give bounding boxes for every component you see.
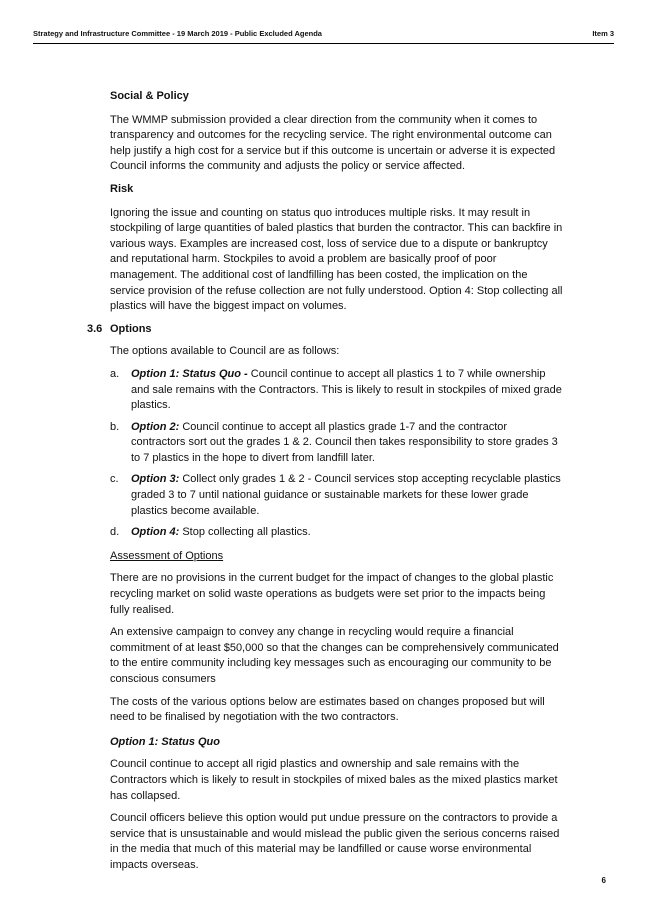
options-list [110,367,564,541]
option-text: Council continue to accept all plastics 1 to 7 while ownership and sale remains with the Contractors. This is likely to result in stockpiles of mixed grade plastics. [131,367,562,412]
header-title: Strategy and Infrastructure Committee - 19 March 2019 - Public Excluded Agenda [33,29,322,38]
options-intro: The options available to Council are as follows: [110,345,340,358]
option-item [110,420,564,467]
option-letter: c. [110,473,119,486]
option-letter: d. [110,526,120,539]
option-letter: b. [110,420,120,433]
social-policy-heading: Social & Policy [110,90,189,102]
option-text: Collect only grades 1 & 2 - Council services stop accepting recyclable plastics graded 3 to 7 until national guidance or sustainable markets for these lower grade plastics become available. [131,473,561,517]
social-policy-paragraph: The WMMP submission provided a clear direction from the community when it comes to transparency and outcomes for the recycling service. The right environmental outcome can help justify a high cost for a service but if this outcome is uncertain or adverse it is expected Council informs the community and adjusts the policy or service affected. [110,113,556,173]
assessment-heading: Assessment of Options [110,549,224,562]
assessment-paragraph: The costs of the various options below are estimates based on changes proposed but will need to be finalised by negotiation with the two contractors. [110,695,545,724]
option-name: Option 4: [131,526,180,539]
option1-heading: Option 1: Status Quo [110,735,220,748]
section-title: Options [110,322,152,335]
document-body [87,89,564,881]
risk-paragraph: Ignoring the issue and counting on status quo introduces multiple risks. It may result in stockpiling of large quantities of baled plastics that burden the contractor. This can backfire in various ways. Examples are increased cost, loss of service due to a dispute or bankruptcy and reputational harm. Stockpiles to avoid a problem are basically proof of poor management. The additional cost of landfilling has been costed, the implication on the service provision of the refuse collection are not fully understood. Option 4: Stop collecting all plastics will have the biggest impact on volumes. [110,206,563,313]
option-item [110,367,564,414]
option1-paragraph: Council continue to accept all rigid plastics and ownership and sale remains with the Contractors which is likely to result in stockpiles of mixed bales as the mixed plastics market has collapsed. [110,758,558,802]
option-item [110,525,564,541]
assessment-paragraph: There are no provisions in the current budget for the impact of changes to the global plastic recycling market on solid waste operations as budgets were set prior to the impacts being fully realised. [110,572,554,616]
option-text: Council continue to accept all plastics grade 1-7 and the contractor contractors sort out the grades 1 & 2. Council then takes responsibility to store grades 3 to 7 plastics in the hope to divert from landfill later. [131,420,558,464]
option-name: Option 2: [131,420,180,433]
page-header [33,29,614,44]
header-item-label: Item 3 [592,29,614,38]
assessment-paragraph: An extensive campaign to convey any change in recycling would require a financial commitment of at least $50,000 so that the changes can be comprehensively communicated to the entire community including key messages such as encouraging our community to be conscious consumers [110,626,559,685]
option-name: Option 3: [131,473,180,486]
option-name: Option 1: Status Quo - [131,367,248,380]
options-section-heading [87,322,564,338]
option-item [110,472,564,519]
page-number: 6 [601,876,606,885]
risk-heading: Risk [110,182,134,195]
option-text: Stop collecting all plastics. [179,526,311,539]
option1-paragraph: Council officers believe this option would put undue pressure on the contractors to provide a service that is unsustainable and would mislead the public given the serious concerns raised in the media that much of this material may be landfilled or cause worse environmental impacts overseas. [110,812,560,871]
option-letter: a. [110,367,120,380]
section-number: 3.6 [87,322,103,335]
